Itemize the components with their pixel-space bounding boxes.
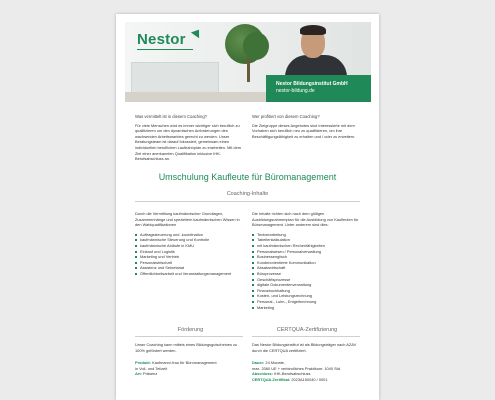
coaching-left-list [135,232,246,277]
coaching-right-intro: Die Inhalte richten sich nach dem gültigen Ausbildungsrahmenplan für die Ausbildung von Kaufleuten für Büromanagement. Unter anderem sind dies: [252,211,359,228]
header-image [125,22,371,102]
certqua-content [252,342,362,383]
intro-right-text: Die Zielgruppe dieses Angebotes sind Interessierte mit dem Vorhaben sich beruflich neu zu qualifizieren, um ihre Beschäftigungsfähigkeit zu erhalten und / oder zu erweitern. [252,122,356,139]
dauer-value: 24 Monate, [265,360,285,366]
certqua-heading: CERTQUA-Zertifizierung [276,327,338,333]
dauer-label: Dauer: [252,360,265,366]
list-item: Auftragssteuerung und -koordination [135,232,246,238]
list-item: Geschäftsprozesse [252,277,362,283]
list-item: Kundenorientierte Kommunikation [252,260,362,266]
abschluss-value: IHK-Berufsabschluss [274,371,311,377]
nestor-logo: Nestor [137,31,186,48]
art-row [135,371,246,377]
logo-underline [137,49,193,50]
intro-left [135,114,246,166]
list-item: Personalwesen / Personalverwaltung [252,249,362,255]
form-value: in Voll- und Teilzeit [135,365,168,371]
list-item: Businessenglisch [252,254,362,260]
produkt-label: Produkt: [135,360,151,366]
desk [125,92,285,102]
plant-stem [247,58,250,82]
foerderung-divider [135,336,243,337]
list-item: mit kaufmännischen Rechenfähigkeiten [252,243,362,249]
foerderung-heading: Förderung [177,327,204,333]
list-item: Marketing und Vertrieb [135,254,246,260]
list-item: Absatzwirtschaft [252,265,362,271]
institute-name: Nestor Bildungsinstitut GmbH [276,81,348,87]
intro-right [252,114,362,143]
coaching-left-intro: Durch die Vermittlung kaufmännischer Grundlagen, Zusammenhänge und speziellem kaufmännischen Wissen in den Wahlqualifikationen [135,211,240,228]
list-item: Marketing [252,305,362,311]
coaching-heading: Coaching-Inhalte [226,191,269,197]
page-title: Umschulung Kaufleute für Büromanagement [158,172,337,182]
institute-website: nestor-bildung.de [276,88,315,94]
list-item: Personalwirtschaft [135,260,246,266]
cert-label: CERTQUA-Zertifikat: [252,376,291,382]
foerderung-text: Unser Coaching kann mittels eines Bildungsgutscheines zu 100% gefördert werden. [135,342,238,353]
document-page [116,14,379,400]
art-label: Art: [135,371,142,377]
list-item: Assistenz und Sekretariat [135,265,246,271]
list-item: Einkauf und Logistik [135,249,246,255]
coaching-right [252,211,362,310]
dauer-detail: max. 3360 UE + verbindliches Praktikum: 1040 Std. [252,365,341,371]
certqua-divider [252,336,360,337]
list-item: Textverarbeitung [252,232,362,238]
certqua-text: Das Nestor Bildungsinstitut ist als Bildungsträger nach AZAV durch die CERTQUA zertifiziert. [252,342,357,353]
list-item: kaufmännische Steuerung und Kontrolle [135,237,246,243]
list-item: Personal-, Lohn-, Entgeltrechnung [252,299,362,305]
list-item: Öffentlichkeitsarbeit und Veranstaltungsmanagement [135,271,246,277]
intro-right-heading: Wer profitiert von diesem Coaching? [252,114,320,119]
list-item: kaufmännische Abläufe in KMU [135,243,246,249]
list-item: Finanzbuchhaltung [252,288,362,294]
list-item: digitale Dokumentenverwaltung [252,282,362,288]
coaching-left [135,211,246,277]
list-item: Kosten- und Leistungsrechnung [252,293,362,299]
abschluss-label: Abschluss: [252,371,273,377]
art-value: Präsenz [143,371,158,377]
foerderung-content [135,342,246,377]
intro-left-heading: Was vermittelt ist in diesem Coaching? [135,114,207,119]
intro-left-text: Für viele Menschen wird es immer wichtiger sich beruflich zu qualifizieren um den dynamischen Anforderungen des wachsenden Arbeitsmarktes gerecht zu werden. Unser Beratungsteam ist darauf fokussiert, gemeinsam einen individuellen beruflichen Laufbahnplan zu erarbeiten. Mit dem Ziel einer anerkannten Qualifikation inklusive IHK-Berufsabschluss an. [135,122,241,162]
person-hair [300,25,326,35]
plant-leaves-icon [243,32,269,60]
list-item: Tabellenkalkulation [252,237,362,243]
cert-value: 2023A150040 / 0001 [291,376,328,382]
produkt-value: Kaufmann/-frau für Büromanagement [152,360,217,366]
cert-row [252,377,362,383]
coaching-divider [135,201,360,202]
institute-band [266,75,371,102]
coaching-right-list [252,232,362,310]
list-item: Büroprozesse [252,271,362,277]
